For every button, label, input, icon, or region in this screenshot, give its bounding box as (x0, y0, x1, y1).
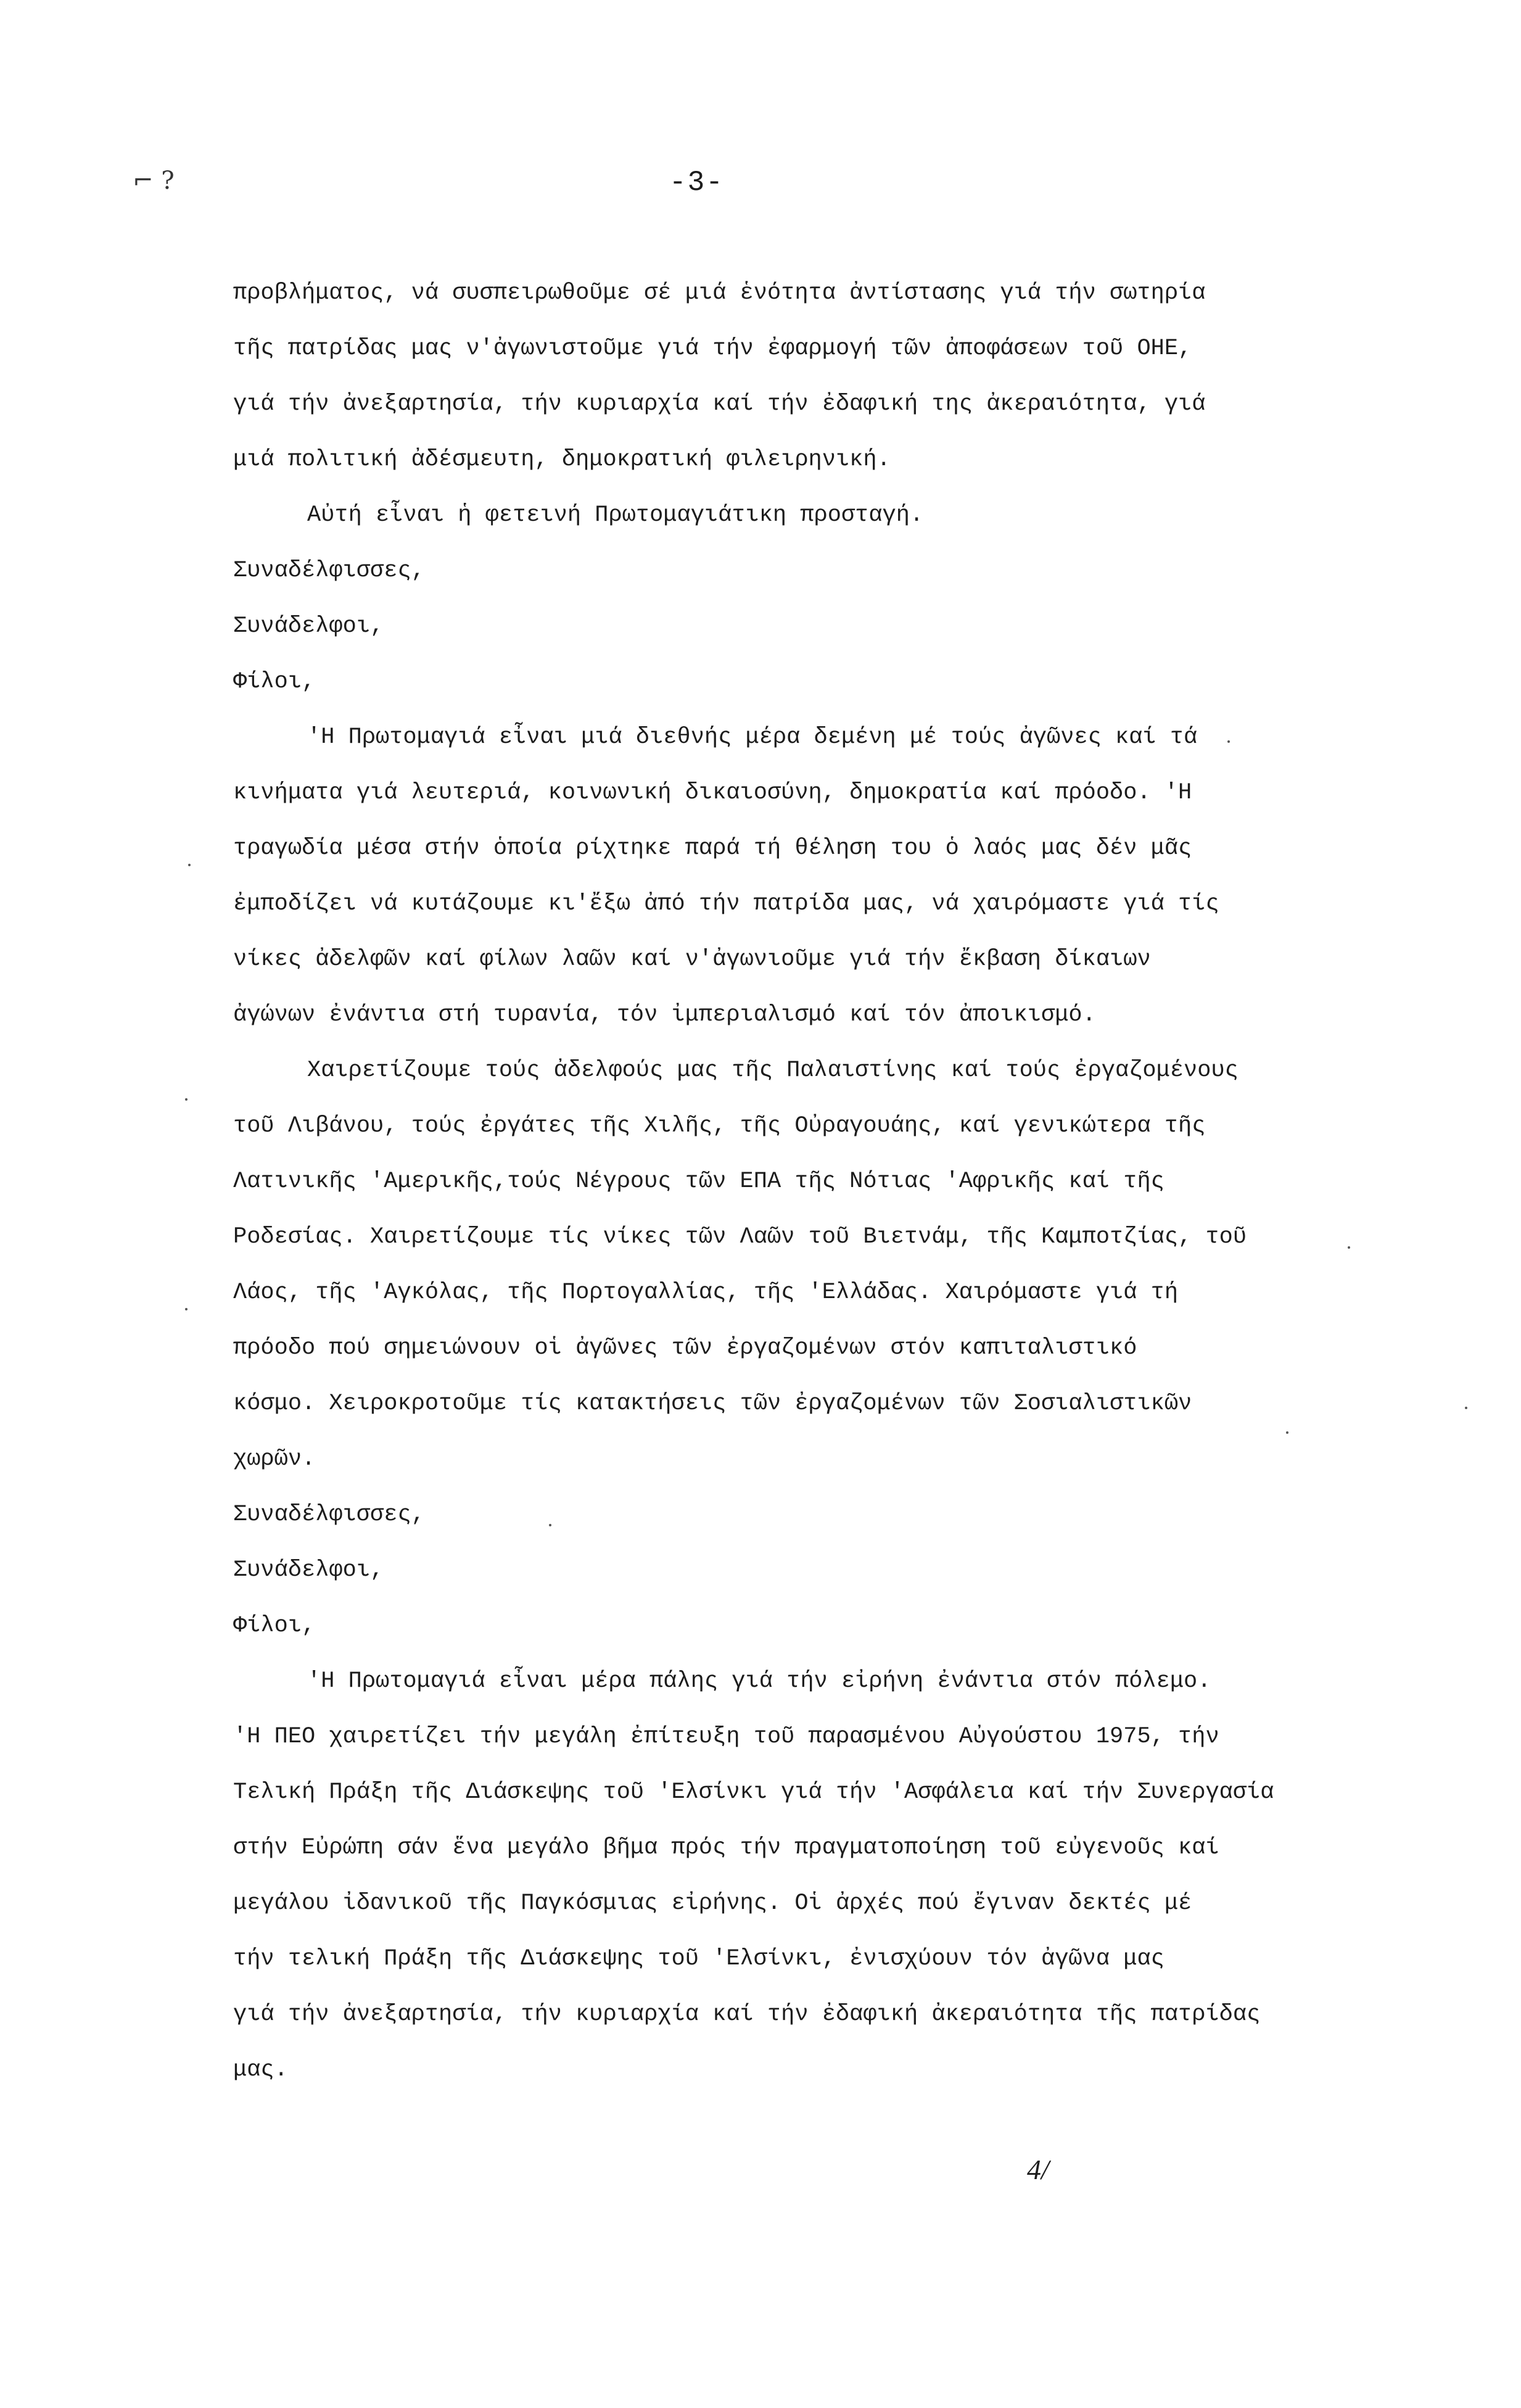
text-line: ἐμποδίζει νά κυτάζουμε κι'ἔξω ἀπό τήν πατρίδα μας, νά χαιρόμαστε γιά τίς (233, 891, 1219, 917)
text-line: Λατινικῆς 'Αμερικῆς,τούς Νέγρους τῶν ΕΠΑ τῆς Νότιας 'Αφρικῆς καί τῆς (233, 1169, 1164, 1194)
text-line: γιά τήν ἀνεξαρτησία, τήν κυριαρχία καί τήν ἐδαφική της ἀκεραιότητα, γιά (233, 391, 1206, 417)
text-line: πρόοδο πού σημειώνουν οἱ ἀγῶνες τῶν ἐργαζομένων στόν καπιταλιστικό (233, 1335, 1137, 1361)
text-line: μας. (233, 2057, 288, 2083)
scan-speck (185, 1308, 188, 1310)
text-line: Χαιρετίζουμε τούς ἀδελφούς μας τῆς Παλαιστίνης καί τούς ἐργαζομένους (307, 1057, 1239, 1083)
text-line: 'Η Πρωτομαγιά εἶναι μέρα πάλης γιά τήν εἰρήνη ἐνάντια στόν πόλεμο. (307, 1668, 1211, 1694)
salutation-line: Συνάδελφοι, (233, 1557, 384, 1583)
text-line: στήν Εὐρώπη σάν ἕνα μεγάλο βῆμα πρός τήν πραγματοποίηση τοῦ εὐγενοῦς καί (233, 1835, 1219, 1861)
text-line: τραγωδία μέσα στήν ὁποία ρίχτηκε παρά τή θέληση του ὁ λαός μας δέν μᾶς (233, 835, 1192, 861)
salutation-line: Συναδέλφισσες, (233, 558, 425, 584)
text-line: μιά πολιτική ἀδέσμευτη, δημοκρατική φιλειρηνική. (233, 447, 891, 473)
text-line: ἀγώνων ἐνάντια στή τυρανία, τόν ἰμπεριαλισμό καί τόν ἀποικισμό. (233, 1002, 1096, 1028)
paragraph-peace (233, 1653, 1473, 2098)
text-line: τοῦ Λιβάνου, τούς ἐργάτες τῆς Χιλῆς, τῆς Οὐραγουάης, καί γενικώτερα τῆς (233, 1113, 1206, 1139)
text-line: 'Η Πρωτομαγιά εἶναι μιά διεθνής μέρα δεμένη μέ τούς ἀγῶνες καί τά (307, 724, 1198, 750)
scan-speck (1465, 1407, 1467, 1409)
text-line: Ροδεσίας. Χαιρετίζουμε τίς νίκες τῶν Λαῶν τοῦ Βιετνάμ, τῆς Καμποτζίας, τοῦ (233, 1224, 1247, 1250)
scan-speck (1286, 1431, 1288, 1434)
scan-speck (1348, 1246, 1350, 1249)
paragraph-continuation (233, 265, 1473, 710)
salutation-line: Συνάδελφοι, (233, 613, 384, 639)
text-line: χωρῶν. (233, 1446, 316, 1472)
text-line: 'Η ΠΕΟ χαιρετίζει τήν μεγάλη ἐπίτευξη τοῦ παρασμένου Αὐγούστου 1975, τήν (233, 1724, 1219, 1750)
scan-speck (188, 864, 191, 866)
paragraph-greetings (233, 1043, 1473, 1653)
corner-handwritten-mark: ⌐ ? (133, 167, 175, 195)
text-line: τήν τελική Πράξη τῆς Διάσκεψης τοῦ 'Ελσίνκι, ἐνισχύουν τόν ἀγῶνα μας (233, 1946, 1164, 1972)
scan-speck (549, 1524, 551, 1526)
text-line: μεγάλου ἰδανικοῦ τῆς Παγκόσμιας εἰρήνης. Οἱ ἀρχές πού ἔγιναν δεκτές μέ (233, 1890, 1192, 1916)
scan-speck (1227, 740, 1230, 743)
text-line: Αὐτή εἶναι ἡ φετεινή Πρωτομαγιάτικη προσταγή. (307, 502, 924, 528)
page-number: -3- (669, 167, 724, 199)
paragraph-may-day-international (233, 710, 1473, 1043)
salutation-line: Φίλοι, (233, 1613, 316, 1639)
text-line: νίκες ἀδελφῶν καί φίλων λαῶν καί ν'ἀγωνιοῦμε γιά τήν ἔκβαση δίκαιων (233, 946, 1151, 972)
salutation-line: Φίλοι, (233, 669, 316, 695)
text-line: γιά τήν ἀνεξαρτησία, τήν κυριαρχία καί τήν ἐδαφική ἀκεραιότητα τῆς πατρίδας (233, 2001, 1261, 2027)
text-line: προβλήματος, νά συσπειρωθοῦμε σέ μιά ἑνότητα ἀντίστασης γιά τήν σωτηρία (233, 280, 1206, 306)
text-line: τῆς πατρίδας μας ν'ἀγωνιστοῦμε γιά τήν ἐφαρμογή τῶν ἀποφάσεων τοῦ ΟΗΕ, (233, 336, 1192, 362)
text-line: κόσμο. Χειροκροτοῦμε τίς κατακτήσεις τῶν ἐργαζομένων τῶν Σοσιαλιστικῶν (233, 1391, 1192, 1417)
scan-speck (185, 1098, 188, 1101)
salutation-line: Συναδέλφισσες, (233, 1502, 425, 1528)
text-line: Λάος, τῆς 'Αγκόλας, τῆς Πορτογαλλίας, τῆς 'Ελλάδας. Χαιρόμαστε γιά τή (233, 1280, 1179, 1305)
text-line: κινήματα γιά λευτεριά, κοινωνική δικαιοσύνη, δημοκρατία καί πρόοδο. 'Η (233, 780, 1192, 806)
text-line: Τελική Πράξη τῆς Διάσκεψης τοῦ 'Ελσίνκι γιά τήν 'Ασφάλεια καί τήν Συνεργασία (233, 1779, 1274, 1805)
next-page-marker: 4/ (1027, 2154, 1049, 2185)
